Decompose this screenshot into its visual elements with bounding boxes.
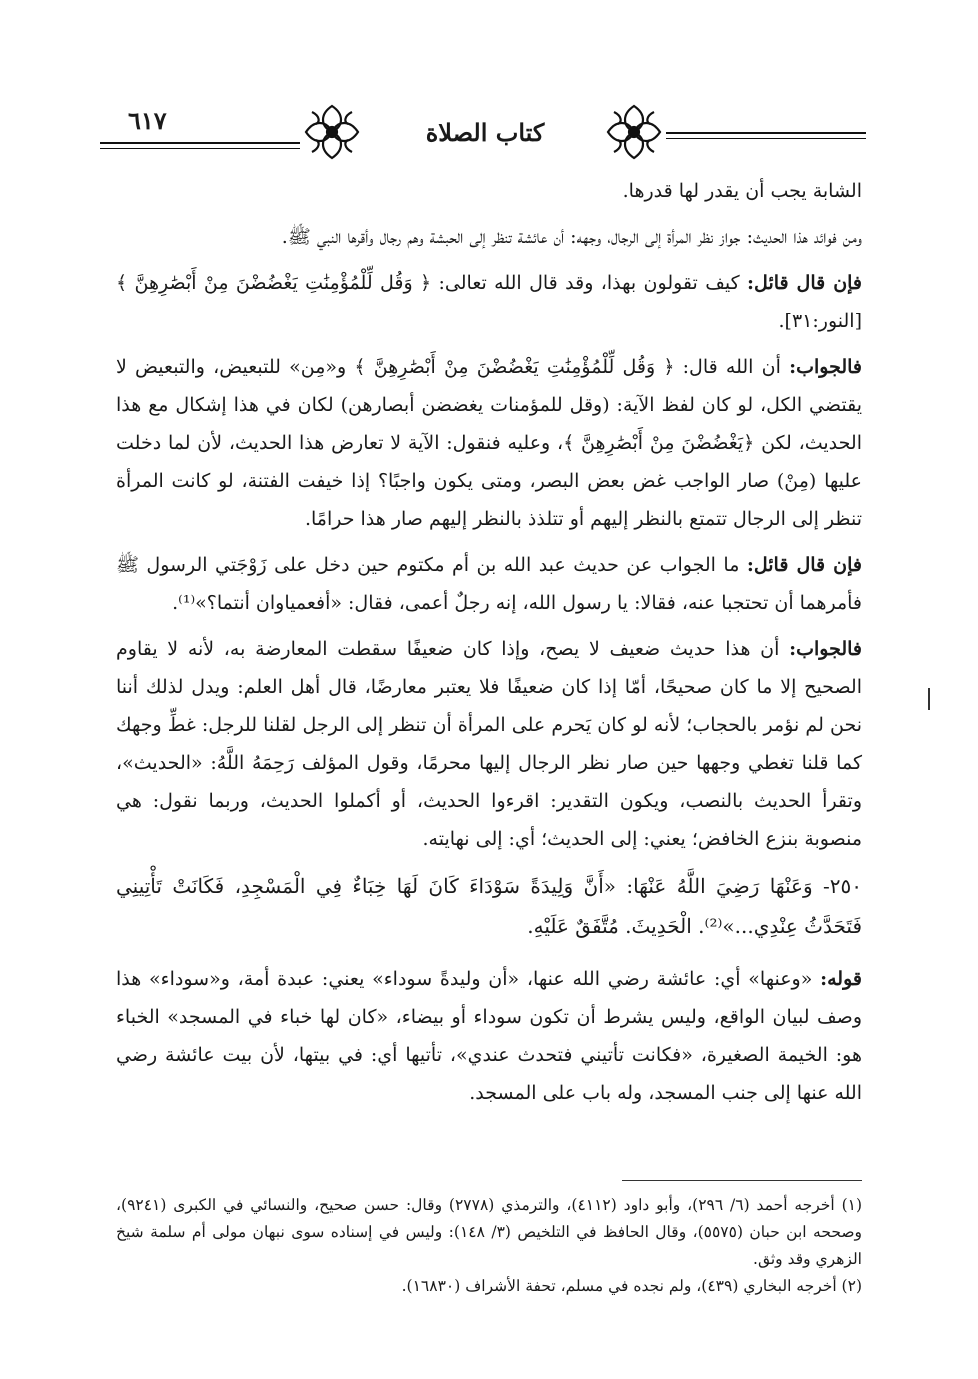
paragraph-7 xyxy=(116,960,862,1112)
paragraph-3-text: كيف تقولون بهذا، وقد قال الله تعالى: ﴿ وَقُل لِّلْمُؤْمِنَٰتِ يَغْضُضْنَ مِنْ أَبْصَٰرِهِنَّ ﴾ [النور:٣١]. xyxy=(116,272,862,332)
paragraph-1: الشابة يجب أن يقدر لها قدرها. xyxy=(622,180,862,202)
paragraph-5 xyxy=(116,546,862,622)
page-header xyxy=(100,98,866,174)
main-text xyxy=(116,172,862,1120)
footnote-1: (١) أخرجه أحمد (٦/ ٢٩٦)، وأبو داود (٤١١٢)، والترمذي (٢٧٧٨) وقال: حسن صحيح، والنسائي في الكبرى (٩٢٤١)، وصححه ابن حبان (٥٥٧٥)، وقال الحافظ في التلخيص (٣/ ١٤٨): وليس في إسناده سوى نبهان مولى أم سلمة شيخ الزهري وقد وثق. xyxy=(116,1196,863,1268)
paragraph-6-lead: فالجواب: xyxy=(789,638,862,660)
paragraph-5-lead: فإن قال قائل: xyxy=(746,554,862,576)
header-rule-right xyxy=(666,132,866,134)
header-rule-left xyxy=(100,142,300,144)
paragraph-4-lead: فالجواب: xyxy=(789,356,863,378)
footnote-divider xyxy=(622,1180,862,1181)
paragraph-7-text: «وعنها» أي: عائشة رضي الله عنها، «أن وليدةً سوداء» يعني: عبدة أمة، و«سوداء» هذا وصف لبيان الواقع، وليس يشرط أن تكون سوداء أو بيضاء، «كان لها خباء في المسجد» الخباء هو: الخيمة الصغيرة، «فكانت تأتيني فتحدث عندي»، تأتيها أي: في بيتها، لأن بيت عائشة رضي الله عنها إلى جنب المسجد، وله باب على المسجد. xyxy=(116,968,862,1104)
ornament-left-icon xyxy=(300,100,364,164)
paragraph-3 xyxy=(116,264,862,340)
book-title: كتاب الصلاة xyxy=(425,118,545,147)
footnote-2: (٢) أخرجه البخاري (٤٣٩)، ولم نجده في مسلم، تحفة الأشراف (١٦٨٣٠). xyxy=(401,1277,862,1295)
paragraph-6 xyxy=(116,630,862,858)
footnotes xyxy=(116,1192,862,1300)
header-rule-left-thin xyxy=(100,148,300,149)
paragraph-6-text: أن هذا حديث ضعيف لا يصح، وإذا كان ضعيفًا سقطت المعارضة به، لأنه لا يقاوم الصحيح إلا ما كان صحيحًا، أمّا إذا كان ضعيفًا فلا يعتبر معارضًا، قال أهل العلم: ويدل لذلك أننا نحن لم نؤمر بالحجاب؛ لأنه لو كان يَحرم على المرأة أن تنظر إلى الرجل لقلنا للرجل: غطِّ وجهك كما قلنا تغطي وجهها حين صار نظر الرجال إليها محرمًا، وقول المؤلف رَحِمَهُ اللَّهُ: «الحديث»، وتقرأ الحديث بالنصب، ويكون التقدير: اقرءوا الحديث، أو أكملوا الحديث، وربما نقول: هي منصوبة بنزع الخافض؛ يعني: إلى الحديث؛ أي: إلى نهايته. xyxy=(116,638,862,850)
paragraph-4 xyxy=(116,348,862,538)
margin-mark xyxy=(928,688,930,710)
paragraph-2: ومن فوائد هذا الحديث: جواز نظر المرأة إلى الرجال، وجهه: أن عائشة تنظر إلى الحبشة وهم رجال وأقرها النبي ﷺ. xyxy=(281,226,862,248)
paragraph-7-lead: قوله: xyxy=(820,968,862,990)
paragraph-3-lead: فإن قال قائل: xyxy=(747,272,863,294)
paragraph-5-text: ما الجواب عن حديث عبد الله بن أم مكتوم حين دخل على زَوْجَتي الرسول ﷺ فأمرهما أن تحتجبا عنه، فقالا: يا رسول الله، إنه رجلٌ أعمى، فقال: «أفعمياوان أنتما؟»⁽¹⁾. xyxy=(116,554,862,614)
hadith-250: ٢٥٠- وَعَنْهَا رَضِيَ اللَّهُ عَنْهَا: «أَنَّ وَلِيدَةً سَوْدَاءَ كَانَ لَهَا خِبَاءٌ فِي الْمَسْجِدِ، فَكَانَتْ تَأْتِينِي فَتَحَدَّثُ عِنْدِي...»⁽²⁾. الْحَدِيثَ. مُتَّفَقٌ عَلَيْهِ. xyxy=(116,874,862,938)
header-rule-right-thin xyxy=(666,138,866,139)
page-number: ٦١٧ xyxy=(128,106,167,135)
paragraph-4-text: أن الله قال: ﴿ وَقُل لِّلْمُؤْمِنَٰتِ يَغْضُضْنَ مِنْ أَبْصَٰرِهِنَّ ﴾ و«مِن» للتبعيض، والتبعيض لا يقتضي الكل، لو كان لفظ الآية: (وقل للمؤمنات يغضضن أبصارهن) لكان في هذا إشكال مع هذا الحديث، لكن ﴿يَغْضُضْنَ مِنْ أَبْصَٰرِهِنَّ ﴾، وعليه فنقول: الآية لا تعارض هذا الحديث، لأن لما دخلت عليها (مِنْ) صار الواجب غض بعض البصر، ومتى يكون واجبًا؟ إذا خيفت الفتنة، لو كانت المرأة تنظر إلى الرجال تتمتع بالنظر إليهم أو تتلذذ بالنظر إليهم صار هذا حرامًا. xyxy=(116,356,862,530)
ornament-right-icon xyxy=(602,100,666,164)
